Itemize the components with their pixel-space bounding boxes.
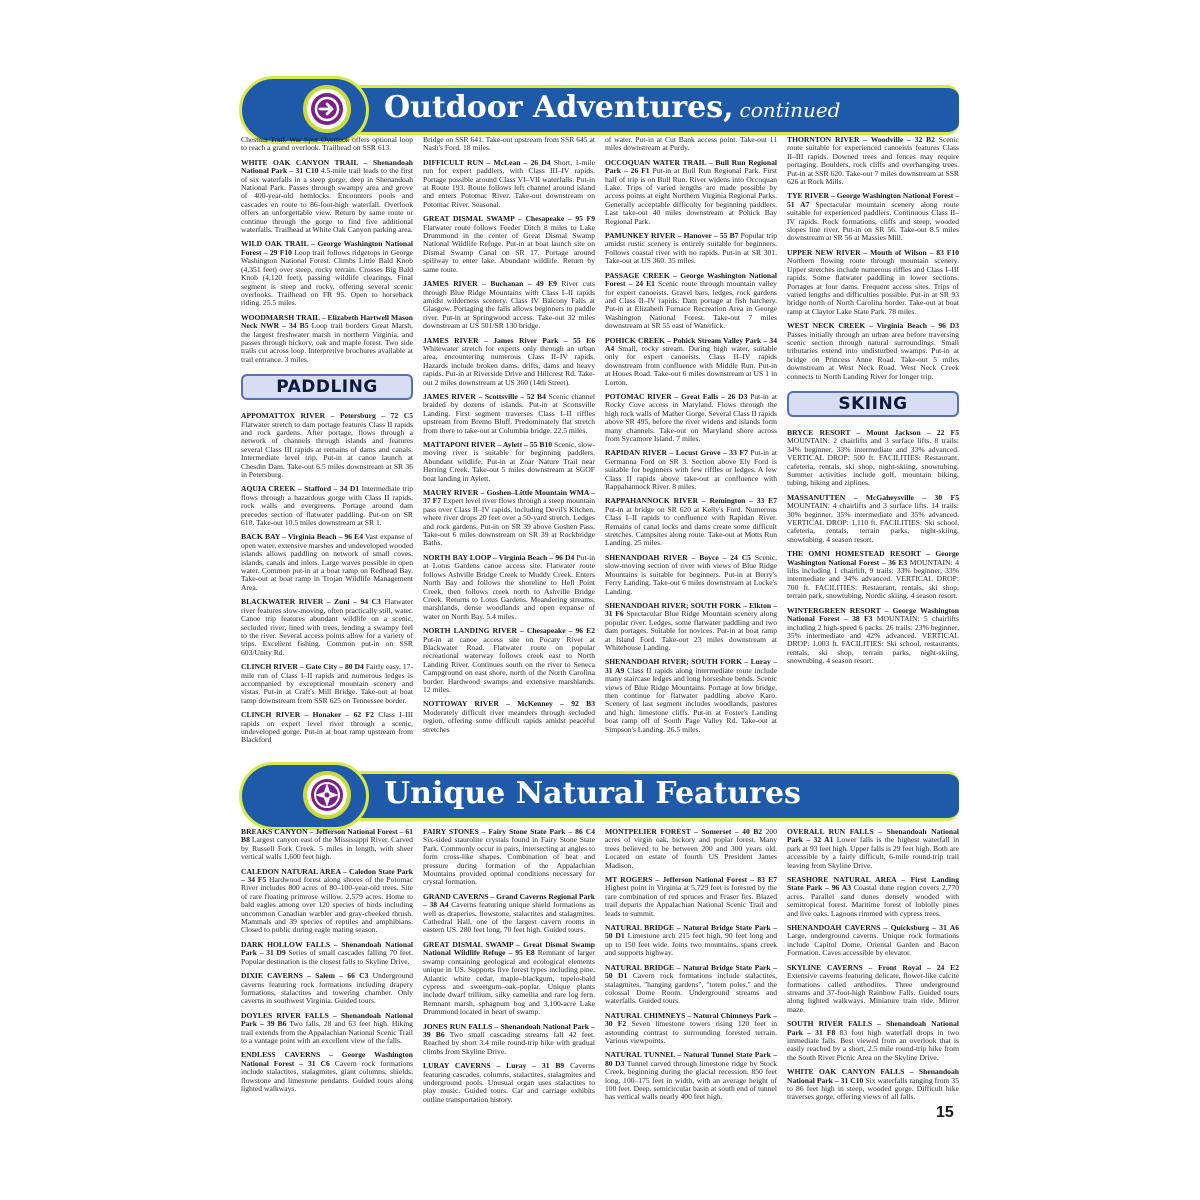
listing-body: Large, underground caverns. Unique rock formations include Capitol Dome, Oriental Garden and Bacon Formation. Caves accessible by elevator. [787, 931, 959, 958]
listing-heading: DIXIE CAVERNS – Salem – 66 C3 [241, 971, 369, 981]
listing-entry [423, 700, 595, 734]
listing-entry [605, 828, 777, 870]
listing-heading: PAMUNKEY RIVER – Hanover – 55 B7 [605, 231, 739, 241]
listing-body: Caverns featuring cascades, columns, stalactites, stalagmites and underground pools. Unusual organ uses stalactites to play music. Guided tours. Car and carriage exhibits outline transportation history. [423, 1061, 595, 1104]
listing-heading: JAMES RIVER – Scottsville – 52 B4 [423, 391, 546, 401]
listing-entry [241, 412, 413, 479]
listing-body: Hardwood forest along shores of the Potomac River includes 800 acres of 80–100-year-old trees. Site of rare floating primrose willow. 2,579 acres. Home to bald eagles among over 120 species of birds including uncommon Canadian warbler and gray-cheeked thrush. Mammals and 39 species of reptiles and amphibians. Closed to public during eagle mating season. [241, 875, 414, 935]
text-column [241, 828, 413, 1099]
listing-heading: APPOMATTOX RIVER – Petersburg – 72 C5 [241, 411, 413, 421]
listing-entry [241, 1012, 413, 1046]
listing-entry [423, 489, 595, 548]
listing-entry [787, 828, 959, 870]
listing-body: Fairly easy, 17-mile run of Class I–II rapids and numerous ledges is accompanied by exceptional mountain scenery and vistas. Put-in at Craft's Mill Bridge. Take-out at boat ramp downstream from SSR 625 on Tennessee border. [241, 662, 413, 705]
listing-heading: DARK HOLLOW FALLS – Shenandoah National Park – 31 D9 [241, 939, 413, 958]
listing-entry [787, 964, 959, 1014]
listing-entry [241, 828, 413, 862]
listing-heading: JAMES RIVER – Buchanan – 49 E9 [423, 279, 557, 289]
listing-entry [241, 972, 413, 1006]
listing-body: Loop trail borders Great Marsh, the largest freshwater marsh in northern Virginia, and passes through hickory, oak and maple forest. Two side trails cut across loop. Interpretive brochures available at trail entrance. 3 miles. [241, 321, 413, 364]
listing-heading: NORTH LANDING RIVER – Chesapeake – 96 E2 [423, 626, 595, 636]
listing-entry [605, 876, 777, 918]
listing-body: Flatwater route follows Feeder Ditch 8 miles to Lake Drummond in the center of Great Dismal Swamp National Wildlife Refuge. Put-in at boat launch site on Dismal Swamp Canal on SR 17. Portage around spillway to enter lake. Abundant wildlife. Return by same route. [423, 222, 595, 274]
listing-body: Underground caverns featuring rock formations including drapery formations, stalactites and towering chamber. Only caverns in southwest Virginia. Guided tours. [241, 971, 414, 1006]
listing-heading: POTOMAC RIVER – Great Falls – 26 D3 [605, 391, 748, 401]
listing-entry [605, 232, 777, 266]
listing-entry [241, 485, 413, 527]
listing-body: Caverns featuring unique shield formations as well as draperies, flowstone, stalactites and stalagmites. Cathedral Hall, one of the largest cavern rooms in eastern US. 280 feet long, 70 feet high. Guided tours. [423, 900, 595, 935]
listing-heading: BRYCE RESORT – Mount Jackson – 22 F5 [787, 427, 959, 437]
listing-entry [423, 1023, 595, 1057]
listing-body: Cavern rock formations include stalactites, stalagmites, giant columns, shields, flowstone and limestone pendants. Guided tours along lighted walkways. [241, 1058, 413, 1093]
listing-heading: SHENANDOAH RIVER; SOUTH FORK – Elkton – 31 F6 [605, 600, 777, 619]
listing-entry [605, 136, 777, 153]
listing-heading: WHITE OAK CANYON TRAIL – Shenandoah National Park – 31 C10 [241, 157, 413, 176]
listing-entry [423, 893, 595, 935]
banner-title-text: Outdoor Adventures, [384, 90, 734, 125]
listing-body: Scenic, slow-moving section of river with views of Blue Ridge Mountains is suitable for beginners. Put-in at Berry's Ferry Landing. Take-out 6 miles downstream at Locke's Landing. [605, 552, 777, 596]
listing-body: Six waterfalls ranging from 35 to 86 feet high in steep, wooded gorge. Difficult hike traverses gorge, offering views of all falls. [787, 1075, 960, 1102]
listing-entry [787, 607, 959, 666]
listing-entry [605, 1012, 777, 1046]
listing-heading: THE OMNI HOMESTEAD RESORT – George Washington National Forest – 36 E3 [787, 549, 959, 567]
listing-heading: DIFFICULT RUN – McLean – 26 D4 [423, 157, 551, 167]
listing-body: Whitewater stretch for experts only through an urban area, encountering numerous Class II–IV rapids. Hazards include broken dams, drifts, dams and heavy rapids. Put-in at Riverside Drive and Hillcrest Rd. Take-out 2 miles downstream at US 360 (14th Street). [423, 343, 595, 387]
listing-body: Series of small cascades falling 70 feet. Popular destination is the closest falls to Skyline Drive. [241, 948, 413, 966]
listing-heading: UPPER NEW RIVER – Mouth of Wilson – 83 F10 [787, 247, 959, 257]
listing-heading: RAPPAHANNOCK RIVER – Remington – 33 E7 [605, 496, 777, 506]
listing-entry [605, 964, 777, 1006]
listing-entry [787, 429, 959, 488]
listing-entry [423, 627, 595, 694]
text-column [241, 136, 413, 751]
listing-body: MOUNTAIN: 4 lifts including 1 chairlift, 9 trails: 33% beginner, 33% intermediate and 34% advanced. VERTICAL DROP: 700 ft. FACILITIES: Restaurant, rentals, ski shop, terrain park, snowtubing, Nordic skiing. 4 season resort. [787, 557, 959, 601]
page-title [384, 86, 841, 132]
text-column [605, 136, 777, 740]
listing-entry [241, 598, 413, 657]
listing-heading: OCCOQUAN WATER TRAIL – Bull Run Regional Park – 26 F1 [605, 157, 777, 176]
listing-heading: MASSANUTTEN – McGaheysville – 30 F5 [787, 492, 959, 502]
listing-entry [241, 663, 413, 705]
listing-entry [787, 192, 959, 242]
banner-subtitle: continued [739, 98, 841, 122]
listing-entry [605, 602, 777, 652]
listing-heading: MT ROGERS – Jefferson National Forest – 83 E7 [605, 875, 777, 885]
listing-body: Scenic route suitable for experienced canoeists features Class II–III rapids. Downed trees and fences may require portaging. Boulders, rock cliffs and overhanging trees. Put-in at SSR 620. Take-out 7 miles downstream at SSR 626 at Rock Mills. [787, 135, 959, 187]
listing-heading: JONES RUN FALLS – Shenandoah National Park – 39 B6 [423, 1021, 595, 1039]
listing-entry [605, 658, 777, 734]
listing-heading: CLINCH RIVER – Honaker – 62 F2 [241, 710, 374, 720]
listing-body: Vast expanse of open water, extensive marshes and undeveloped wooded islands allows paddling on network of small coves, islands, canals and inlets. Large waves possible in open water. Common put-in at a boat ramp on Redhead Bay. Take-out at boat ramp in Trojan Wildlife Management Area. [241, 532, 413, 592]
listing-heading: WEST NECK CREEK – Virginia Beach – 96 D3 [787, 321, 959, 331]
listing-heading: NATURAL TUNNEL – Natural Tunnel State Park – 80 D3 [605, 1050, 777, 1068]
listing-entry [241, 533, 413, 592]
listing-body: Moderately difficult river meanders through secluded region, offering some difficult rapids amidst peaceful stretches [423, 707, 595, 734]
arrow-right-icon [303, 85, 351, 133]
listing-body: Short, 1-mile run for expert paddlers, with Class III–IV rapids. Portage possible around Class VI–VII waterfalls. Put-in at Route 193. Route follows left channel around island and enters Potomac River. Take-out downstream on Potomac River. Seasonal. [423, 157, 595, 209]
listing-body: Intermediate trip flows through a hazardous gorge with Class II rapids, rock walls and evergreens. Portage around dam precedes section of flatwater paddling. Put-on on SR 610. Take-out 10.5 miles downstream at SR 1. [241, 484, 413, 528]
listing-heading: ENDLESS CAVERNS – George Washington National Forest – 31 C6 [241, 1050, 413, 1068]
listing-body: Passes initially through an urban area before traversing scenic section through natural surroundings. Small tributaries extend into undisturbed swamps. Put-in at bridge on Princess Anne Road. Take-out 5 miles downstream at West Neck Road. West Neck Creek connects to North Landing River for longer trip. [787, 329, 959, 381]
listing-entry [241, 711, 413, 745]
listing-heading: JAMES RIVER – James River Park – 55 E6 [423, 335, 595, 345]
listing-body: Remnant of larger swamp containing geological and ecological elements unique in US. Supports five forest types including pine, Atlantic white cedar, maple–blackgum, tupelo-bald cypress and sweetgum–oak–poplar. Unique plants include dwarf trillium, silky camellia and rare log fern. Remnant marsh, sphagnum bog and 3,100-acre Lake Drummond located in heart of swamp. [423, 948, 596, 1017]
listing-entry [787, 494, 959, 544]
listing-heading: FAIRY STONES – Fairy Stone State Park – 86 C4 [423, 827, 595, 836]
listing-heading: CLINCH RIVER – Gate City – 80 D4 [241, 662, 364, 672]
listing-entry [605, 449, 777, 491]
page-number: 15 [936, 1104, 954, 1121]
listing-entry [241, 314, 413, 364]
listing-entry [241, 1051, 413, 1093]
listing-entry [423, 337, 595, 387]
listing-body: Class I–III rapids on expert level river through a scenic, undeveloped gorge. Put-in at boat ramp upstream from Blackford [241, 710, 413, 745]
listing-entry [423, 280, 595, 330]
listing-entry [787, 1068, 959, 1102]
listing-heading: BLACKWATER RIVER – Zuni – 94 C3 [241, 597, 381, 607]
listing-body: Northern flowing route through mountain scenery. Upper stretches include numerous riffles and Class I–III rapids. Some flatwater paddling in lower sections. Portages at four dams. Frequent access sites. Trips of varied lengths and difficulties possible. Put-in at SR 93 bridge north of North Carolina border. Take-out at boat ramp at Claytor Lake State Park. 78 miles. [787, 256, 959, 316]
text-column [787, 136, 959, 672]
listing-heading: SHENANDOAH RIVER – Boyce – 24 C5 [605, 552, 751, 562]
listing-body: Highest point in Virginia at 5,729 feet is forested by the rare combination of red spruces and Fraser firs. Blazed trail departs the Appalachian National Scenic Trail and leads to summit. [605, 883, 777, 918]
listing-heading: NOTTOWAY RIVER – McKenney – 92 B3 [423, 699, 595, 709]
listing-entry [423, 159, 595, 209]
listing-entry [787, 136, 959, 186]
listing-body: Scenic route through mountain valley for expert canoeists. Gravel bars, ledges, rock gardens and Class II–IV rapids. Dam portage at fish hatchery. Put-in at Elizabeth Furnace Recreation Area in George Washington National Forest. Take-out 7 miles downstream at SR 55 east of Waterlick. [605, 279, 777, 331]
listing-body: MOUNTAIN: 4 chairlifts and 3 surface lifts. 14 trails: 30% beginner, 35% intermediate and 35% advanced. VERTICAL DROP: 1,110 ft. FACILITIES: Ski school, cafeteria, rentals, terrain parks, night-skiing, snowtubing. 4 season resort. [787, 501, 959, 544]
listing-body: Spectacular mountain scenery along route suitable for experienced paddlers. Continuous Class II–IV rapids. Rock formations, cliffs and steep, wooded slopes line river. Put-in on SR 56. Take-out 8.5 miles downstream at SR 56 at Massies Mill. [787, 199, 959, 243]
listing-entry [241, 240, 413, 307]
listing-heading: MAURY RIVER – Goshen–Little Mountain WMA – 37 F7 [423, 488, 595, 506]
listing-entry [423, 554, 595, 621]
listing-body: Put-in at bridge on SR 620 at Kelly's Ford. Numerous Class I–II rapids to confluence with Rapidan River. Remains of canal locks and dams create some difficult stretches. Campsites along route. Take-out at Motts Run Landing. 25 miles. [605, 504, 777, 548]
listing-body: Put-in at Lotus Gardens canoe access site. Flatwater route follows Ashville Bridge Creek to Muddy Creek. Enters North Bay and follows the shoreline to Hell Point Creek, then follows creek north to Ashville Bridge Creek. Returns to Lotus Gardens. Meandering streams, marshlands, dense woodlands and open expanse of water on North Bay. 5.4 miles. [423, 552, 595, 621]
listing-entry [605, 1051, 777, 1101]
listing-heading: WINTERGREEN RESORT – George Washington National Forest – 38 F3 [787, 605, 959, 624]
listing-heading: WILD OAK TRAIL – George Washington National Forest – 29 F10 [241, 239, 413, 257]
section-heading-skiing: SKIING [787, 391, 959, 417]
listing-heading: GREAT DISMAL SWAMP – Great Dismal Swamp National Wildlife Refuge – 95 E8 [423, 939, 595, 958]
listing-heading: TYE RIVER – George Washington National Forest – 51 A7 [787, 191, 959, 209]
listing-body: Coastal dune region covers 2,770 acres. Parallel sand dunes densely wooded with semitropical forest. Maritime forest of loblolly pines and live oaks. Lagoons rimmed with cypress trees. [787, 883, 959, 918]
listing-heading: POHICK CREEK – Pohick Stream Valley Park – 34 A4 [605, 335, 777, 353]
listing-entry [605, 159, 777, 226]
listing-body: Limestone arch 215 feet high, 90 feet long and up to 150 feet wide. Joins two mountains, spans creek and supports highway. [605, 931, 777, 958]
unique-natural-features-banner [239, 766, 959, 826]
listing-entry [423, 941, 595, 1017]
outdoor-adventures-banner [239, 80, 959, 140]
listing-body: Tunnel carved through limestone ridge by Stock Creek, beginning during the glacial recession. 850 feet long, 100–175 feet in width, with an average height of 100 feet. Deep, semicircular basin at south end of tunnel has vertical walls nearly 400 feet high. [605, 1058, 777, 1102]
section-title: Unique Natural Features [384, 776, 801, 811]
listing-entry [605, 554, 777, 596]
listing-body: Scenic, slow-moving river is suitable for beginning paddlers. Abundant wildlife. Put-in at Zoar Nature Trail near Herring Creek. Take-out 5 miles downstream at SGOF boat landing in Aylett. [423, 440, 595, 483]
listing-body: Two small cascading streams fall 42 feet. Reached by short 3.4 mile round-trip hike with gradual climbs from Skyline Drive. [423, 1029, 595, 1056]
listing-body: Scenic channel braided by dozens of islands. Put-in at Scottsville Landing. First segment traverses Class I–II riffles upstream from Bremo Bluff. Predominately flat stretch from there to take-out at Columbia bridge. 22.5 miles. [423, 391, 595, 435]
listing-heading: DOYLES RIVER FALLS – Shenandoah National Park – 39 B6 [241, 1010, 413, 1029]
listing-entry [605, 272, 777, 331]
listing-entry [787, 1020, 959, 1062]
listing-entry [241, 868, 413, 935]
listing-entry [787, 876, 959, 918]
listing-body: Expert level river flows through a steep mountain pass over Class II–IV rapids, including Devil's Kitchen, where river drops 20 feet over a 50-yard stretch. Ledges and rock gardens. Put-in on SR 39 above Goshen Pass. Take-out 6 miles downstream on SR 39 at Rockbridge Baths. [423, 496, 596, 548]
listing-heading: AQUIA CREEK – Stafford – 34 D1 [241, 484, 360, 494]
listing-body: River cuts through Blue Ridge Mountains with Class I–II rapids amidst wilderness scenery. Class IV Balcony Falls at Glasgow. Portaging the falls allows beginners to paddle river. Put-in at Springwood access. Take-out 32 miles downstream at US 501/SR 130 bridge. [423, 279, 595, 331]
listing-body: 4.5-mile trail leads to the first of six waterfalls in a steep gorge, deep in Shenandoah National Park. Passes through swampy area and grove of 400-year-old hemlocks. Encounters pools and cascades en route to 86-foot-high waterfall. Overlook offers an unforgettable view. Return by same route or continue through the gorge to find five additional waterfalls. Trailhead at White Oak Canyon parking area. [241, 166, 413, 235]
listing-heading: SKYLINE CAVERNS – Front Royal – 24 E2 [787, 962, 959, 972]
listing-body: Chestnut Trail. War Spur Overlook offers optional loop to reach a grand overlook. Trailhead on SSR 613. [241, 135, 413, 153]
listing-body: Put-in at canoe access site on Pocaty River at Blackwater Road. Flatwater route on popular recreational waterway follows creek east to North Landing River. Continues south on the river to Seneca Campground on east shore, north of the North Carolina border. Hardwood swamps and extensive marshlands. 12 miles. [423, 634, 595, 694]
text-column [423, 136, 595, 740]
listing-heading: LURAY CAVERNS – Luray – 31 B9 [423, 1061, 565, 1071]
listing-heading: OVERALL RUN FALLS – Shenandoah National Park – 32 A1 [787, 827, 959, 845]
listing-body: Flatwater river features slow-moving, often practically still, water. Canoe trip features abundant wildlife on a scenic, secluded river, lined with trees, lending a swampy feel to the river. Several access points allow for a variety of trips. Excellent fishing. Common put-in on SSR 603/Unity Rd. [241, 597, 413, 657]
listing-body: Seven limestone towers rising 120 feet in astounding contrast to surrounding forested terrain. Various viewpoints. [605, 1019, 777, 1045]
listing-body: Popular trip amidst rustic scenery is entirely suitable for beginners. Follows coastal river with no rapids. Put-in at SR 301. Take-out at US 360. 35 miles. [605, 231, 778, 266]
listing-heading: MATTAPONI RIVER – Aylett – 55 B10 [423, 440, 553, 449]
listing-heading: CALEDON NATURAL AREA – Caledon State Park – 34 F5 [241, 866, 413, 885]
text-column [787, 828, 959, 1108]
listing-body: Put-in at Germanna Ford on SR 3. Section above Ely Ford is suitable for beginners with few riffles or ledges. A few Class II rapids above take-out at confluence with Rappahannock River. 8 miles. [605, 448, 777, 492]
listing-heading: PASSAGE CREEK – George Washington National Forest – 24 E1 [605, 270, 777, 289]
text-column [605, 828, 777, 1108]
listing-heading: NORTH BAY LOOP – Virginia Beach – 96 D4 [423, 552, 575, 562]
listing-entry [787, 322, 959, 381]
listing-entry [423, 393, 595, 435]
listing-heading: WOODMARSH TRAIL – Elizabeth Hartwell Mason Neck NWR – 34 B5 [241, 312, 413, 331]
listing-entry [423, 136, 595, 153]
listing-heading: BREAKS CANYON – Jefferson National Forest – 61 B8 [241, 827, 413, 845]
listing-heading: WHITE OAK CANYON FALLS – Shenandoah National Park – 31 C10 [787, 1067, 959, 1085]
listing-body: Class II rapids along intermediate route include many staircase ledges and long horseshoe bends. Scenic views of Blue Ridge Mountains. Portage at low bridge, then continue for flatwater paddling above Karo. Scenery of last segment includes woodlands, pastures and high, limestone cliffs. Put-in at Foster's Landing boat ramp off of South Page Valley Rd. Take-out at Simpson's Landing. 26.5 miles. [605, 665, 777, 734]
listing-body: Flatwater stretch to dam portage features Class II rapids and rock gardens. After portage, flows through a network of channels through islands and features several Class III rapids at remains of dams and canals. Intermediate level trip. Put-in at canoe launch at Chesdin Dam. Take-out 6.5 miles downstream at SR 36 in Petersburg. [241, 419, 413, 479]
listing-entry [605, 497, 777, 547]
listing-body: Extensive caverns featuring delicate, flower-like calcite formations called anthodites. Three underground streams and 37-foot-high Rainbow Falls. Guided tours along lighted walkways. Miniature train ride. Mirror maze. [787, 971, 959, 1014]
listing-heading: THORNTON RIVER – Woodville – 32 B2 [787, 135, 935, 144]
listing-body: Six-sided staurolite crystals found in Fairy Stone State Park. Commonly occur in pairs, intersecting at angles to form cross-like shapes. Combination of heat and pressure during formation of the Appalachian Mountains provided optimal conditions necessary for crystal formation. [423, 835, 595, 887]
listing-body: Put-in at Bull Run Regional Park. First half of trip is on Bull Run. River widens into Occoquan Lake. Trips of varied lengths are made possible by access points at eight Northern Virginia Regional Parks. Generally acceptable difficulty for beginning paddlers. Last take-out 40 miles downstream at Pohick Bay Regional Park. [605, 166, 777, 226]
listing-body: MOUNTAIN: 5 chairlifts including 2 high-speed 6 packs. 26 trails: 23% beginner, 35% intermediate and 42% advanced. VERTICAL DROP: 1,003 ft. FACILITIES: Ski school, restaurants, rentals, ski shop, terrain parks, night-skiing, snowtubing. 4 season resort. [787, 614, 959, 666]
listing-heading: NATURAL CHIMNEYS – Natural Chimneys Park – 30 F2 [605, 1010, 777, 1029]
listing-body: Spectacular Blue Ridge Mountain scenery along popular river. Ledges, some flatwater paddling and two dam portages. Suitable for novices. Put-in at boat ramp at Island Ford. Take-out 23 miles downstream at Whitehouse Landing. [605, 609, 777, 652]
listing-body: Two falls, 28 and 63 feet high. Hiking trail extends from the Appalachian National Scenic Trail to a vantage point with an excellent view of the falls. [241, 1019, 413, 1045]
listing-heading: SHENANDOAH RIVER; SOUTH FORK – Luray – 31 A9 [605, 657, 777, 675]
listing-body: 200 acres of virgin oak, hickory and poplar forest. Many trees believed to be between 200 and 300 years old. Located on estate of fourth US President James Madison. [605, 827, 777, 870]
listing-entry [787, 550, 959, 600]
listing-body: Put-in at Rocky Cove access in Maryland. Flows through the high rock walls of Mather Gorge. Several Class II rapids above SR 495, before the river widens and islands form many channels. Take-out on Maryland shore across from Sycamore Island. 7 miles. [605, 391, 777, 443]
listing-body: Cavern rock formations include stalactites, stalagmites, "hanging gardens", "totem poles." and the colossal Dome Room. Underground streams and waterfalls. Guided tours. [605, 971, 777, 1006]
listing-heading: RAPIDAN RIVER – Locust Grove – 33 F7 [605, 448, 748, 458]
text-column [423, 828, 595, 1110]
listing-body: MOUNTAIN: 2 chairlifts and 3 surface lifts. 8 trails: 34% beginner, 33% intermediate and 33% advanced. VERTICAL DROP: 500 ft. FACILITIES: Restaurant, cafeteria, rentals, ski shop, night-skiing, snowtubing. Summer activities include golf, mountain biking, tubing, hiking and ziplines. [787, 436, 959, 488]
listing-entry [605, 924, 777, 958]
listing-heading: SEASHORE NATURAL AREA – First Landing State Park – 96 A3 [787, 875, 959, 893]
listing-heading: SHENANDOAH CAVERNS – Quicksburg – 31 A6 [787, 923, 959, 933]
listing-heading: SOUTH RIVER FALLS – Shenandoah National Park – 31 F8 [787, 1019, 959, 1037]
listing-entry [423, 828, 595, 887]
listing-body: Largest canyon east of the Mississippi River. Carved by Russell Fork Creek. 5 miles in length, with sheer vertical walls 1,600 feet high. [241, 835, 413, 862]
listing-heading: GRAND CAVERNS – Grand Caverns Regional Park – 38 A4 [423, 891, 595, 910]
listing-entry [605, 393, 777, 443]
listing-heading: GREAT DISMAL SWAMP – Chesapeake – 95 F9 [423, 214, 595, 224]
listing-entry [423, 215, 595, 274]
listing-heading: BACK BAY – Virginia Beach – 96 E4 [241, 532, 364, 542]
compass-star-icon [303, 771, 351, 819]
listing-entry [605, 337, 777, 387]
listing-entry [423, 1062, 595, 1104]
listing-heading: MONTPELIER FOREST – Somerset – 40 B2 [605, 827, 763, 836]
listing-entry [241, 136, 413, 153]
listing-body: of water. Put-in at Cut Bank access point. Take-out 11 miles downstream at Purdy. [605, 135, 777, 153]
listing-body: Lower falls is the highest waterfall in park at 93 feet high. Upper falls is 29 feet high. Both are accessible by a fairly difficult, 6-mile round-trip trail leaving from Skyline Drive. [787, 835, 959, 870]
listing-entry [787, 249, 959, 316]
listing-heading: NATURAL BRIDGE – Natural Bridge State Park – 50 D1 [605, 923, 777, 941]
listing-body: Bridge on SSR 641. Take-out upstream from SSR 645 at Nash's Ford. 18 miles. [423, 135, 595, 153]
listing-entry [423, 441, 595, 483]
listing-body: Small, rocky stream. During high water, suitable only for expert canoeists. Class II–IV rapids downstream from confluence with Middle Run. Put-in at Hooes Road. Take-out 6 miles downstream at US 1 in Lorton. [605, 343, 777, 387]
section-heading-paddling: PADDLING [241, 374, 413, 400]
listing-entry [787, 924, 959, 958]
listing-body: Loop trail follows ridgetops in George Washington National Forest. Climbs Little Bald Knob (4,351 feet) over steep, rocky terrain. Crosses Big Bald Knob (4,120 feet), passing wildlife clearings. Final segment is steep and rocky, offering several scenic overlooks. Trailhead on FR 95. Open to horseback riding. 25.5 miles. [241, 247, 413, 308]
listing-entry [241, 159, 413, 235]
listing-body: 83 foot high waterfall drops in two immediate falls. Best viewed from an overlook that is easily reached by a short, 2.5 mile round-trip hike from the South River Picnic Area on the Skyline Drive. [787, 1027, 959, 1062]
listing-entry [241, 941, 413, 966]
listing-heading: NATURAL BRIDGE – Natural Bridge State Park – 50 D1 [605, 962, 777, 981]
